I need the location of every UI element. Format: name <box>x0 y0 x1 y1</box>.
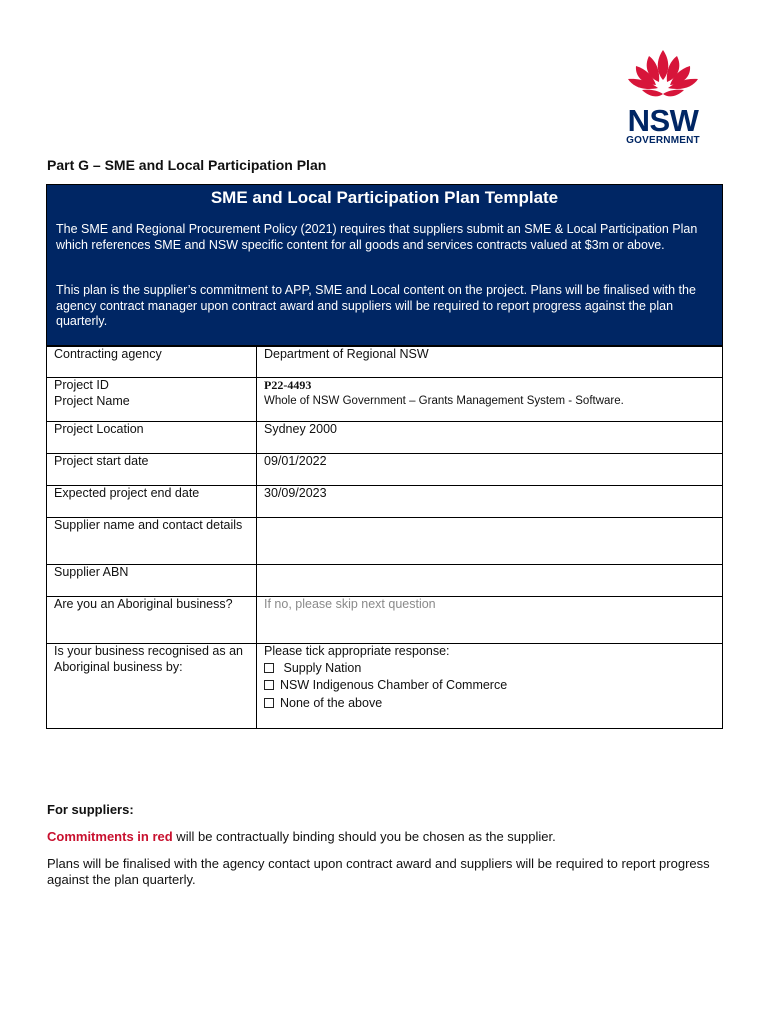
aboriginal-field[interactable]: If no, please skip next question <box>264 597 436 611</box>
tick-prompt: Please tick appropriate response: <box>264 644 450 658</box>
plan-table <box>46 184 723 729</box>
row-label <box>47 378 257 421</box>
option-label: Supply Nation <box>283 660 362 675</box>
table-row-project <box>47 377 722 421</box>
logo-wordmark: NSW <box>627 103 699 138</box>
abn-field[interactable] <box>257 565 722 596</box>
project-name-label: Project Name <box>54 393 130 408</box>
table-row-recognised <box>47 643 722 728</box>
option-label: NSW Indigenous Chamber of Commerce <box>280 678 508 692</box>
row-label: Supplier name and contact details <box>47 518 257 564</box>
checkbox-icon[interactable] <box>264 698 274 708</box>
row-label: Project Location <box>47 422 257 453</box>
project-value[interactable] <box>257 378 722 421</box>
waratah-icon <box>604 46 722 106</box>
start-date-value[interactable]: 09/01/2022 <box>264 454 327 468</box>
table-row-supplier <box>47 517 722 564</box>
intro-paragraph-1: The SME and Regional Procurement Policy (2021) requires that suppliers submit an SME & Local Participation Plan which references SME and NSW specific content for all goods and services contracts valued at $3m or above. <box>56 222 698 252</box>
template-title: SME and Local Participation Plan Template <box>210 188 559 207</box>
intro-paragraph-2: This plan is the supplier’s commitment to APP, SME and Local content on the project. Plans will be finalised with the agency contract manager upon contract award and suppliers will be required to report progress against the plan quarterly. <box>56 283 696 328</box>
agency-value[interactable]: Department of Regional NSW <box>264 347 429 361</box>
location-value[interactable]: Sydney 2000 <box>264 422 337 436</box>
option-label: None of the above <box>280 695 383 710</box>
row-label: Project start date <box>47 454 257 485</box>
commitments-red-text: Commitments in red <box>47 829 173 844</box>
recognition-options <box>257 644 722 728</box>
end-date-value[interactable]: 30/09/2023 <box>264 486 327 500</box>
row-label: Supplier ABN <box>47 565 257 596</box>
option-none[interactable] <box>264 695 722 713</box>
row-label: Are you an Aboriginal business? <box>47 597 257 643</box>
checkbox-icon[interactable] <box>264 663 274 673</box>
project-id-label: Project ID <box>54 378 109 392</box>
row-label: Is your business recognised as an Aboriginal business by: <box>47 644 257 728</box>
table-row-end-date <box>47 485 722 517</box>
project-name-value: Whole of NSW Government – Grants Management System - Software. <box>264 394 624 407</box>
table-row-aboriginal <box>47 596 722 643</box>
commitments-rest-text: will be contractually binding should you be chosen as the supplier. <box>172 829 556 844</box>
table-row-start-date <box>47 453 722 485</box>
template-banner <box>47 185 722 346</box>
table-row-abn <box>47 564 722 596</box>
option-nsw-icc[interactable] <box>264 677 722 695</box>
row-label: Contracting agency <box>47 347 257 377</box>
project-id-value: P22-4493 <box>264 378 312 392</box>
supplier-field[interactable] <box>257 518 722 564</box>
option-supply-nation[interactable] <box>264 660 722 678</box>
table-row-location <box>47 421 722 453</box>
for-suppliers-heading: For suppliers: <box>47 802 134 817</box>
part-title: Part G – SME and Local Participation Plan <box>47 157 327 173</box>
row-label: Expected project end date <box>47 486 257 517</box>
checkbox-icon[interactable] <box>264 680 274 690</box>
logo-subtitle: GOVERNMENT <box>626 135 700 146</box>
table-row-agency <box>47 346 722 377</box>
finalise-note: Plans will be finalised with the agency contact upon contract award and suppliers will be required to report progress against the plan quarterly. <box>47 856 710 887</box>
commitments-note <box>47 829 556 844</box>
nsw-government-logo <box>604 46 722 156</box>
